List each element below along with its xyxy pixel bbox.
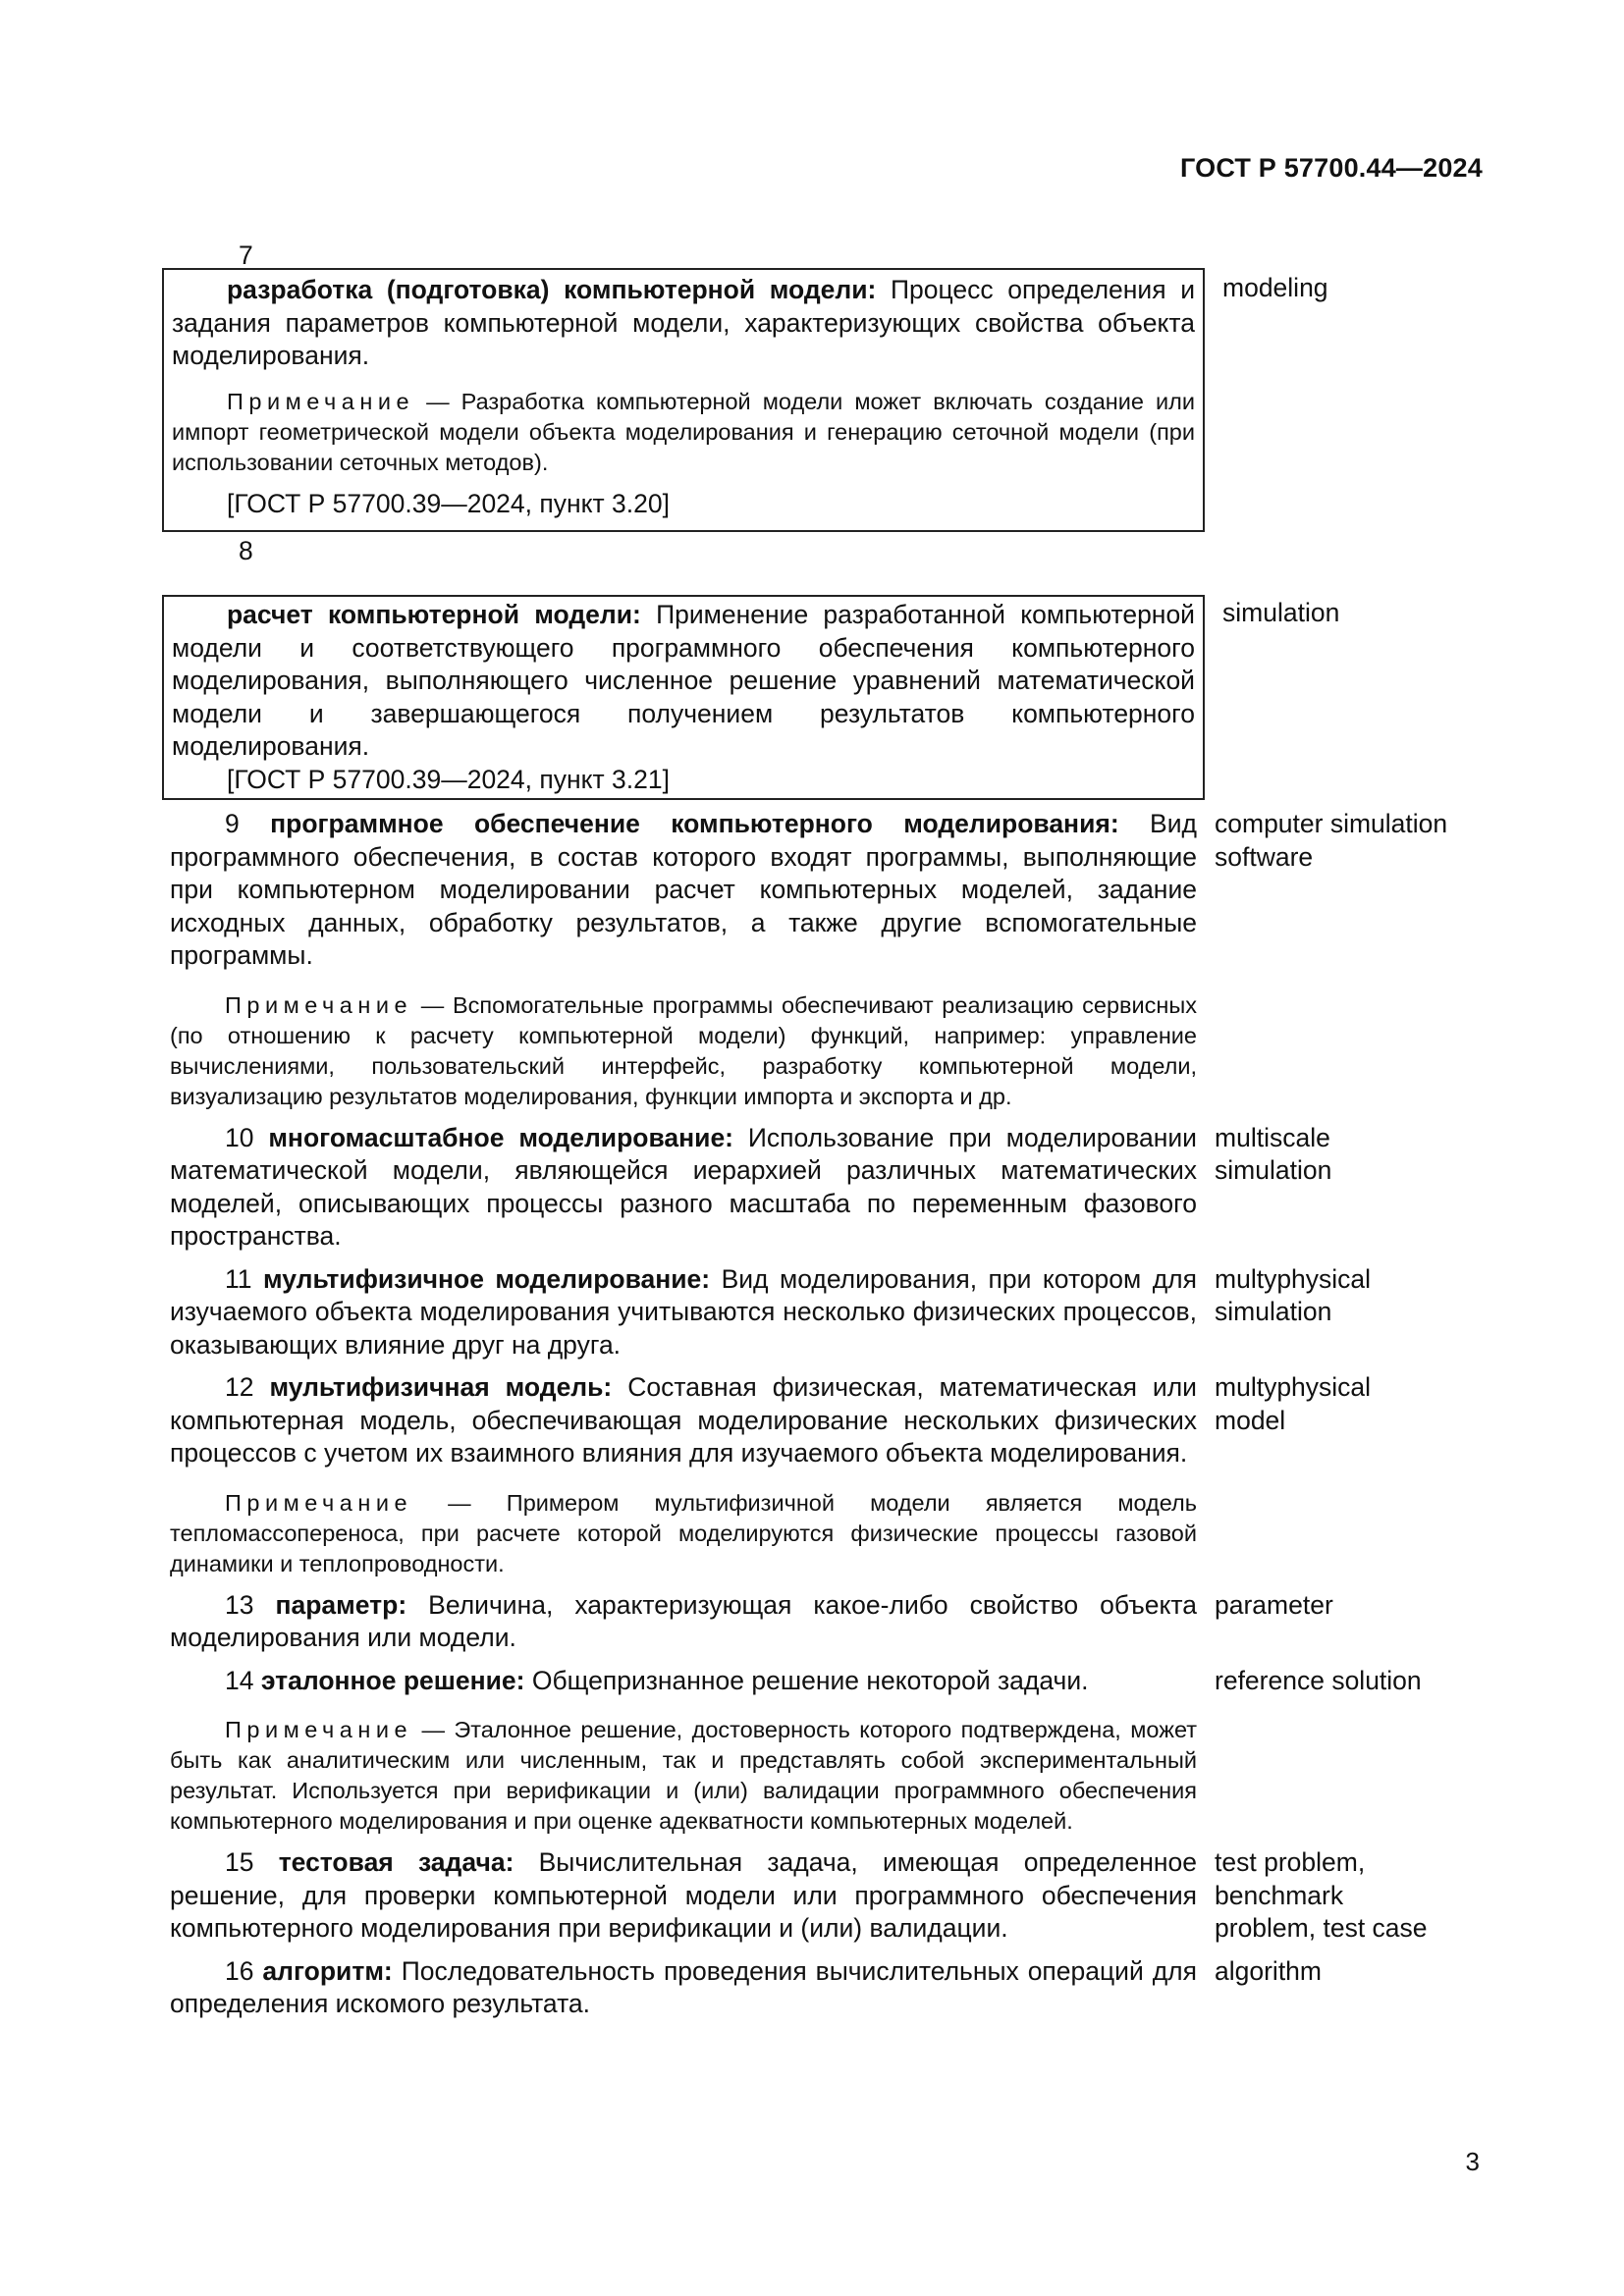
definition-text: Применение разработанной компьютерной модели и соответствующего программного обеспечения компьютерного моделирования, выполняющего численное решение уравнений математической модели и завершающегося получением результатов компьютерного моделирования. bbox=[172, 600, 1195, 761]
english-term: computer simulation software bbox=[1215, 809, 1448, 872]
term-body bbox=[162, 1263, 1205, 1362]
term: многомасштабное моделирование: bbox=[268, 1122, 734, 1152]
boxed-term bbox=[162, 595, 1205, 800]
source-reference: [ГОСТ Р 57700.39—2024, пункт 3.21] bbox=[227, 764, 670, 794]
term: разработка (подготовка) компьютерной модели: bbox=[227, 275, 877, 304]
boxed-term bbox=[162, 268, 1205, 532]
term-body bbox=[162, 1665, 1205, 1838]
entry-number: 9 bbox=[225, 809, 240, 838]
entry-number: 15 bbox=[225, 1847, 254, 1877]
term: параметр: bbox=[275, 1589, 407, 1620]
terms-list bbox=[162, 239, 1478, 2021]
term-entry-12 bbox=[162, 1371, 1478, 1579]
note-text: — Разработка компьютерной модели может включать создание или импорт геометрической модели объекта моделирования и генерацию сеточной модели (при использовании сеточных методов). bbox=[172, 388, 1195, 475]
english-term: multyphysical model bbox=[1215, 1372, 1372, 1435]
definition bbox=[170, 1955, 1197, 2021]
note-label: Примечание bbox=[225, 1717, 413, 1742]
definition-text: Составная физическая, математическая или компьютерная модель, обеспечивающая моделирование нескольких физических процессов с учетом их взаимного влияния для изучаемого объекта моделирования. bbox=[170, 1372, 1197, 1468]
term-body bbox=[162, 1371, 1205, 1579]
definition-text: Процесс определения и задания параметров компьютерной модели, характеризующих свойства объекта моделирования. bbox=[172, 275, 1195, 370]
entry-number: 14 bbox=[225, 1665, 254, 1695]
term-entry-13 bbox=[162, 1589, 1478, 1655]
english-term: reference solution bbox=[1215, 1665, 1422, 1695]
entry-number: 12 bbox=[225, 1372, 254, 1402]
entry-number: 13 bbox=[225, 1589, 254, 1620]
standard-header: ГОСТ Р 57700.44—2024 bbox=[1180, 153, 1483, 183]
definition-text: Последовательность проведения вычислительных операций для определения искомого результата. bbox=[170, 1955, 1197, 2018]
term-entry-10 bbox=[162, 1122, 1478, 1254]
definition-text: Вид программного обеспечения, в состав которого входят программы, выполняющие при компьютерном моделировании расчет компьютерных моделей, задание исходных данных, обработку результатов, а также другие вспомогательные программы. bbox=[170, 809, 1197, 970]
note-text: — Эталонное решение, достоверность которого подтверждена, может быть как аналитическим или численным, так и представлять собой экспериментальный результат. Используется при верификации и (или) валидации программного обеспечения компьютерного моделирования и при оценке адекватности компьютерных моделей. bbox=[170, 1717, 1198, 1834]
definition-text: Вычислительная задача, имеющая определенное решение, для проверки компьютерной модели или программного обеспечения компьютерного моделирования при верификации и (или) валидации. bbox=[170, 1847, 1197, 1943]
source-reference: [ГОСТ Р 57700.39—2024, пункт 3.20] bbox=[227, 488, 670, 518]
note bbox=[170, 1488, 1197, 1579]
term: расчет компьютерной модели: bbox=[227, 600, 641, 629]
term-entry-16 bbox=[162, 1955, 1478, 2021]
term-entry-7 bbox=[162, 268, 1478, 532]
entry-number: 16 bbox=[225, 1955, 254, 1986]
note bbox=[170, 1715, 1197, 1837]
definition bbox=[170, 1846, 1197, 1946]
term-entry-9 bbox=[162, 808, 1478, 1112]
english-term: test problem, benchmark problem, test case bbox=[1215, 1847, 1428, 1943]
definition-text: Использование при моделировании математической модели, являющейся иерархией различных математических моделей, описывающих процессы разного масштаба по переменным фазового пространства. bbox=[170, 1122, 1197, 1251]
definition bbox=[170, 1263, 1197, 1362]
term-entry-8 bbox=[162, 595, 1478, 800]
entry-number: 7 bbox=[239, 240, 253, 270]
term-body bbox=[162, 808, 1205, 1112]
definition-text: Общепризнанное решение некоторой задачи. bbox=[531, 1665, 1089, 1695]
definition-text: Величина, характеризующая какое-либо свойство объекта моделирования или модели. bbox=[170, 1589, 1197, 1652]
term-entry-15 bbox=[162, 1846, 1478, 1946]
term-body bbox=[162, 1122, 1205, 1254]
term-body bbox=[162, 1846, 1205, 1946]
term: мультифизичная модель: bbox=[269, 1372, 613, 1402]
definition bbox=[170, 1665, 1197, 1698]
term-entry-14 bbox=[162, 1665, 1478, 1838]
definition bbox=[172, 599, 1195, 764]
english-term: simulation bbox=[1222, 598, 1340, 627]
term-body bbox=[162, 1955, 1205, 2021]
term: программное обеспечение компьютерного моделирования: bbox=[270, 809, 1119, 838]
note-label: Примечание bbox=[225, 1489, 413, 1516]
note bbox=[170, 990, 1197, 1112]
english-term: multiscale simulation bbox=[1215, 1122, 1332, 1185]
term: мультифизичное моделирование: bbox=[262, 1263, 711, 1294]
entry-number: 10 bbox=[225, 1122, 254, 1152]
english-term: modeling bbox=[1222, 273, 1328, 302]
definition-text: Вид моделирования, при котором для изучаемого объекта моделирования учитываются несколько физических процессов, оказывающих влияние друг на друга. bbox=[170, 1263, 1197, 1360]
term: эталонное решение: bbox=[260, 1665, 525, 1695]
page-number: 3 bbox=[1465, 2147, 1480, 2176]
term-body bbox=[162, 1589, 1205, 1655]
note-label: Примечание bbox=[225, 991, 413, 1018]
term-entry-11 bbox=[162, 1263, 1478, 1362]
english-term: parameter bbox=[1215, 1589, 1333, 1620]
term: алгоритм: bbox=[262, 1955, 393, 1986]
english-term: algorithm bbox=[1215, 1955, 1322, 1986]
entry-number: 8 bbox=[239, 536, 253, 565]
definition bbox=[170, 1122, 1197, 1254]
definition bbox=[172, 274, 1195, 373]
note-text: — Примером мультифизичной модели является модель тепломассопереноса, при расчете которой моделируются физические процессы газовой динамики и теплопроводности. bbox=[170, 1489, 1197, 1576]
definition bbox=[170, 1371, 1197, 1470]
term: тестовая задача: bbox=[278, 1847, 514, 1877]
note-text: — Вспомогательные программы обеспечивают реализацию сервисных (по отношению к расчету компьютерной модели) функций, например: управление вычислениями, пользовательский интерфейс, разработку компьютерной модели, визуализацию результатов моделирования, функции импорта и экспорта и др. bbox=[170, 991, 1198, 1109]
note-label: Примечание bbox=[227, 388, 415, 414]
english-term: multyphysical simulation bbox=[1215, 1263, 1372, 1326]
entry-number: 11 bbox=[225, 1263, 252, 1294]
definition bbox=[170, 808, 1197, 973]
note bbox=[172, 387, 1195, 478]
definition bbox=[170, 1589, 1197, 1655]
